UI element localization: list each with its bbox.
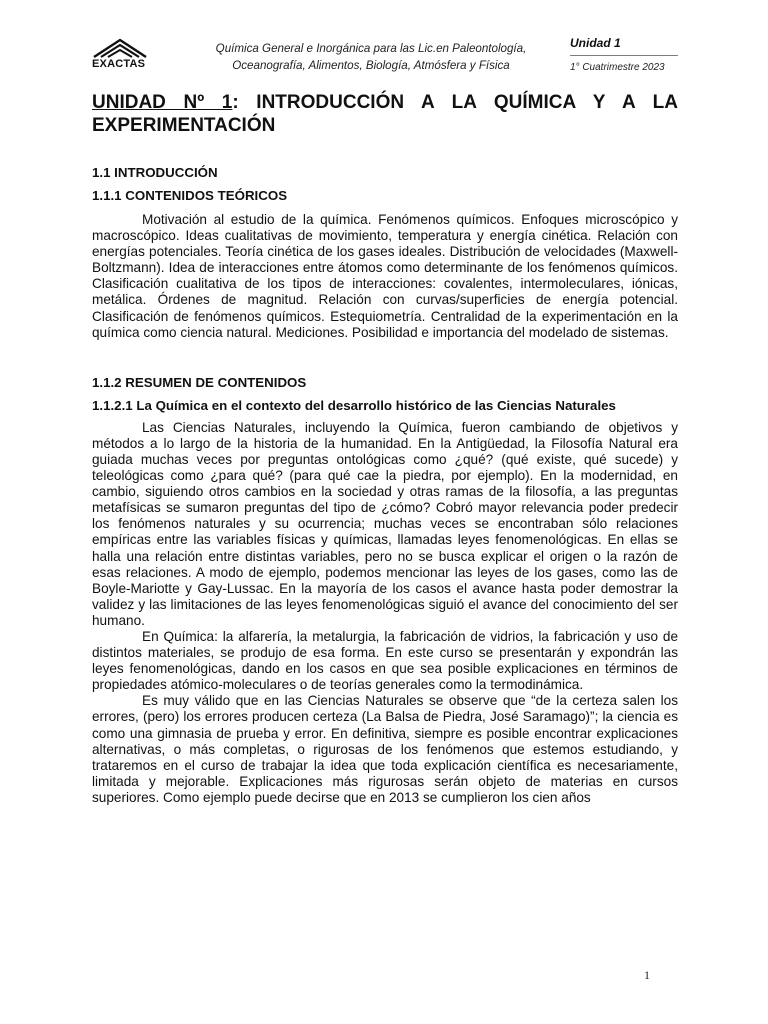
logo-roof-icon xyxy=(92,37,148,59)
page-title xyxy=(92,91,678,137)
course-title xyxy=(166,40,576,74)
logo-text: EXACTAS xyxy=(92,58,146,70)
exactas-logo xyxy=(92,37,154,75)
title-unit-number: UNIDAD Nº 1 xyxy=(92,92,233,113)
section-heading-1-1: 1.1 INTRODUCCIÓN xyxy=(92,165,218,180)
paragraph-historia: Las Ciencias Naturales, incluyendo la Química, fueron cambiando de objetivos y métodos a lo largo de la historia de la humanidad. En la Antigüedad, la Filosofía Natural era guiada muchas veces por preguntas ontológicas como ¿qué? (qué existe, qué sucede) y teleológicas como ¿para qué? (para qué cae la piedra, por ejemplo). En la modernidad, en cambio, siguiendo otros cambios en la sociedad y otras ramas de la filosofía, a las preguntas metafísicas se sumaron preguntas del tipo de ¿cómo? Cobró mayor relevancia poder predecir los fenómenos naturales y su ocurrencia; muchas veces se encontraban sólo relaciones empíricas entre las variables físicas y químicas, llamadas leyes fenomenológicas. En ellas se halla una relación entre distintas variables, pero no se busca explicar el origen o la razón de esas relaciones. A modo de ejemplo, podemos mencionar las leyes de los gases, como las de Boyle-Mariotte y Gay-Lussac. En la mayoría de los casos el avance hasta poder demostrar la validez y las limitaciones de las leyes fenomenológicas siguió el avance del conocimiento del ser humano. xyxy=(92,419,678,628)
course-title-line-1: Química General e Inorgánica para las Lic.en Paleontología, xyxy=(215,42,527,55)
unit-label: Unidad 1 xyxy=(570,36,621,50)
paragraph-quimica: En Química: la alfarería, la metalurgia, la fabricación de vidrios, la fabricación y uso de distintos materiales, se produjo de esa forma. En este curso se presentarán y expondrán las leyes fenomenológicas, dando en los casos en que sea posible explicaciones en términos de propiedades atómico-moleculares o de teorías generales como la termodinámica. xyxy=(92,628,678,693)
page-number: 1 xyxy=(644,968,650,982)
section-heading-1-1-2-1: 1.1.2.1 La Química en el contexto del desarrollo histórico de las Ciencias Naturales xyxy=(92,397,616,413)
document-body xyxy=(92,165,678,806)
unit-divider xyxy=(570,55,678,56)
section-heading-1-1-1: 1.1.1 CONTENIDOS TEÓRICOS xyxy=(92,188,288,203)
page-header xyxy=(92,30,678,80)
title-text: : INTRODUCCIÓN A LA QUÍMICA Y A LA EXPERIMENTACIÓN xyxy=(92,92,678,136)
course-title-line-2: Oceanografía, Alimentos, Biología, Atmósfera y Física xyxy=(232,59,510,72)
paragraph-certeza: Es muy válido que en las Ciencias Naturales se observe que “de la certeza salen los errores, (pero) los errores producen certeza (La Balsa de Piedra, José Saramago)”; la ciencia es como una gimnasia de prueba y error. En definitiva, siempre es posible encontrar explicaciones alternativas, o más completas, o rigurosas de los fenómenos que estemos estudiando, y trataremos en el curso de trabajar la idea que toda explicación científica es necesariamente, limitada y mejorable. Explicaciones más rigurosas serán objeto de materias en cursos superiores. Como ejemplo puede decirse que en 2013 se cumplieron los cien años xyxy=(92,693,678,805)
unit-box xyxy=(570,36,678,73)
paragraph-contenidos: Motivación al estudio de la química. Fenómenos químicos. Enfoques microscópico y macroscópico. Ideas cualitativas de movimiento, temperatura y energía cinética. Relación con energías potenciales. Teoría cinética de los gases ideales. Distribución de velocidades (Maxwell-Boltzmann). Idea de interacciones entre átomos como determinante de los fenómenos químicos. Clasificación cualitativa de los tipos de interacciones: covalentes, intermoleculares, iónicas, metálica. Órdenes de magnitud. Relación con curvas/superficies de energía potencial. Clasificación de fenómenos químicos. Estequiometría. Centralidad de la experimentación en la química como ciencia natural. Mediciones. Posibilidad e importancia del modelado de sistemas. xyxy=(92,212,678,340)
section-heading-1-1-2: 1.1.2 RESUMEN DE CONTENIDOS xyxy=(92,374,307,390)
term-label: 1° Cuatrimestre 2023 xyxy=(570,62,665,73)
